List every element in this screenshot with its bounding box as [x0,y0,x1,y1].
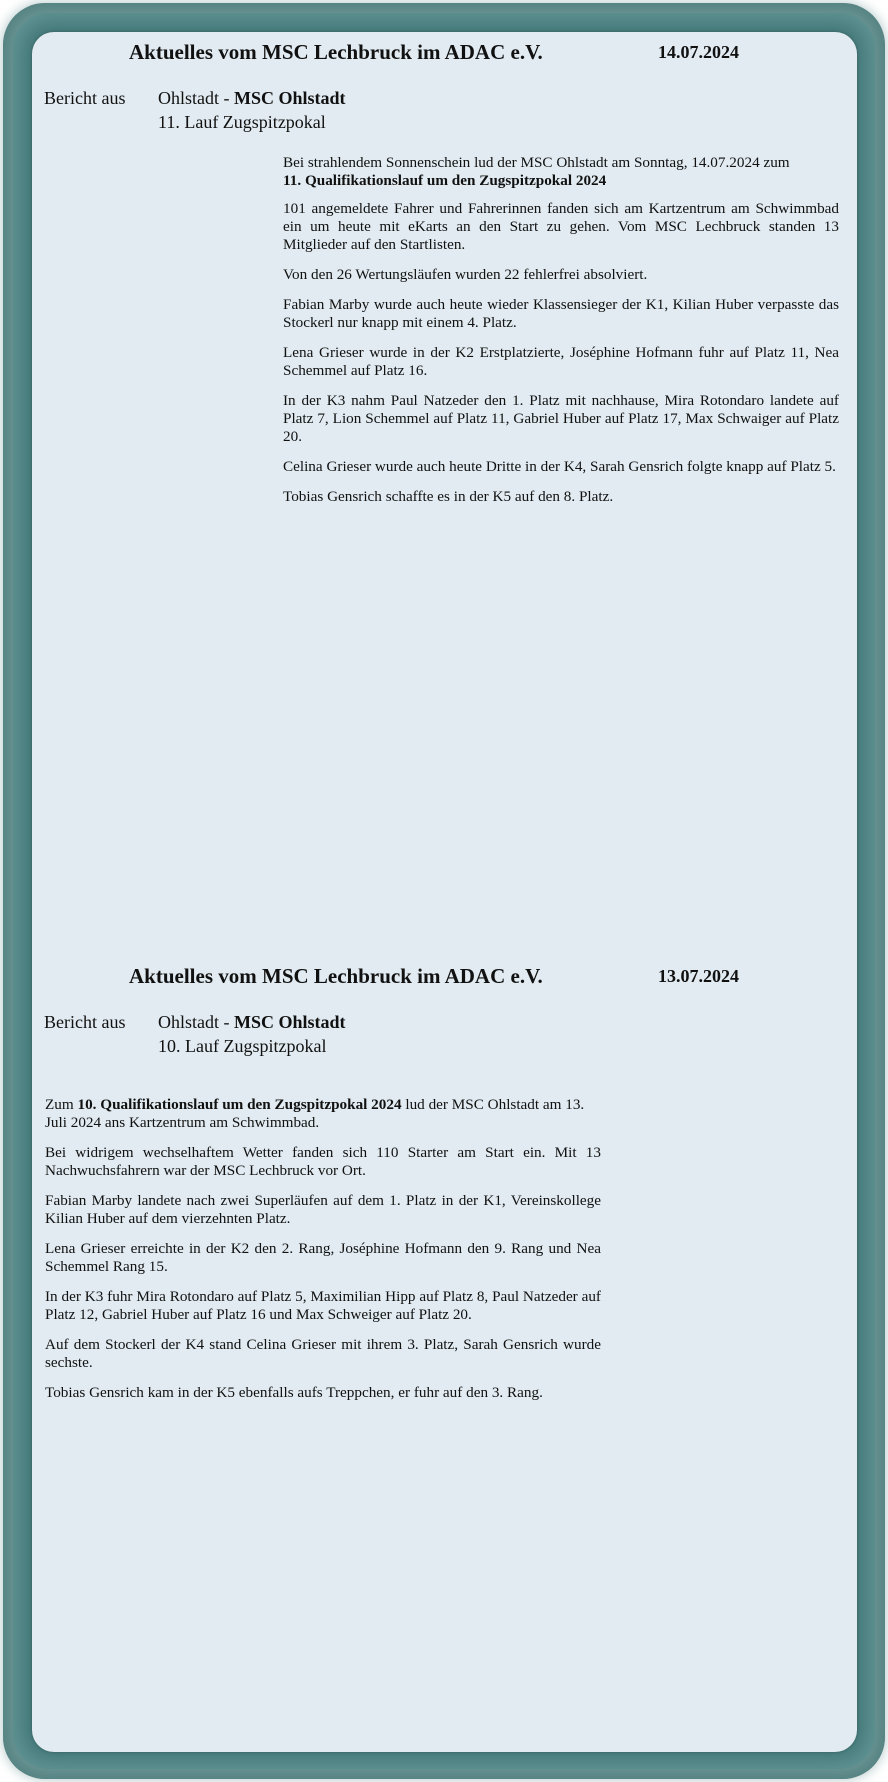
article-paragraph: Auf dem Stockerl der K4 stand Celina Grieser mit ihrem 3. Platz, Sarah Gensrich wurde sechste. [45,1336,601,1371]
article-paragraph: Lena Grieser wurde in der K2 Erstplatzierte, Joséphine Hofmann fuhr auf Platz 11, Nea Schemmel auf Platz 16. [283,344,839,379]
article-paragraph: Tobias Gensrich schaffte es in der K5 auf den 8. Platz. [283,488,614,505]
report-location [158,1012,346,1033]
intro-text: Bei strahlendem Sonnenschein lud der MSC Ohlstadt am Sonntag, 14.07.2024 zum [283,154,790,171]
race-name: 11. Lauf Zugspitzpokal [158,112,326,132]
article-paragraph: In der K3 fuhr Mira Rotondaro auf Platz 5, Maximilian Hipp auf Platz 8, Paul Natzeder auf Platz 12, Gabriel Huber auf Platz 16 und Max Schweiger auf Platz 20. [45,1288,601,1323]
location-club: MSC Ohlstadt [234,1012,346,1032]
intro-highlight: 11. Qualifikationslauf um den Zugspitzpokal 2024 [283,172,607,189]
article-paragraph: Fabian Marby landete nach zwei Superläufen auf dem 1. Platz in der K1, Vereinskollege Kilian Huber auf dem vierzehnten Platz. [45,1192,601,1227]
article-heading: Aktuelles vom MSC Lechbruck im ADAC e.V. [129,40,543,64]
location-club: MSC Ohlstadt [234,88,346,108]
report-location [158,88,346,109]
location-prefix: Ohlstadt - [158,88,234,108]
article-paragraph: 101 angemeldete Fahrer und Fahrerinnen fanden sich am Kartzentrum am Schwimmbad ein um heute mit eKarts an den Start zu gehen. Vom MSC Lechbruck standen 13 Mitglieder auf den Startlisten. [283,200,839,253]
news-panel [32,32,857,1752]
article-paragraph: Celina Grieser wurde auch heute Dritte in der K4, Sarah Gensrich folgte knapp auf Platz 5. [283,458,836,475]
report-label: Bericht aus [44,88,126,108]
article-paragraph: Lena Grieser erreichte in der K2 den 2. Rang, Joséphine Hofmann den 9. Rang und Nea Schemmel Rang 15. [45,1240,601,1275]
article-date: 13.07.2024 [658,966,739,986]
intro-pre: Zum [45,1096,78,1113]
intro-highlight: 10. Qualifikationslauf um den Zugspitzpokal 2024 [77,1096,402,1113]
article-paragraph: Fabian Marby wurde auch heute wieder Klassensieger der K1, Kilian Huber verpasste das Stockerl nur knapp mit einem 4. Platz. [283,296,839,331]
article-body [283,154,839,518]
intro-paragraph [283,154,839,190]
race-name: 10. Lauf Zugspitzpokal [158,1036,327,1056]
intro-paragraph [45,1096,601,1132]
article-date: 14.07.2024 [658,42,739,62]
article-paragraph: Bei widrigem wechselhaftem Wetter fanden sich 110 Starter am Start ein. Mit 13 Nachwuchsfahrern war der MSC Lechbruck vor Ort. [45,1144,601,1179]
article-body [45,1096,601,1414]
article-paragraph: Von den 26 Wertungsläufen wurden 22 fehlerfrei absolviert. [283,266,648,283]
article-heading: Aktuelles vom MSC Lechbruck im ADAC e.V. [129,964,543,988]
report-label: Bericht aus [44,1012,126,1032]
article-paragraph: In der K3 nahm Paul Natzeder den 1. Platz mit nachhause, Mira Rotondaro landete auf Platz 7, Lion Schemmel auf Platz 11, Gabriel Huber auf Platz 17, Max Schwaiger auf Platz 20. [283,392,839,445]
article-paragraph: Tobias Gensrich kam in der K5 ebenfalls aufs Treppchen, er fuhr auf den 3. Rang. [45,1384,543,1401]
location-prefix: Ohlstadt - [158,1012,234,1032]
intro-post: lud der MSC Ohlstadt am 13. Juli 2024 ans Kartzentrum am Schwimmbad. [45,1096,585,1131]
